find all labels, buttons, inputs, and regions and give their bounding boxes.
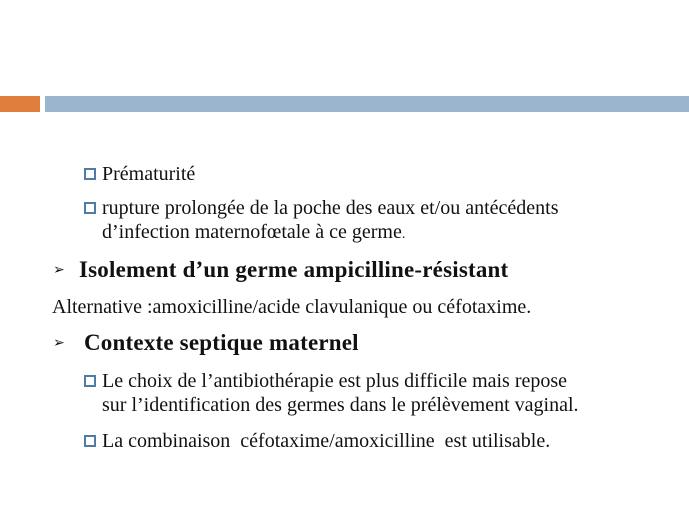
- bullet-text-line: Le choix de l’antibiothérapie est plus difficile mais repose: [102, 370, 568, 392]
- arrowhead-bullet-icon: ➢: [53, 336, 65, 351]
- square-bullet-icon: [84, 375, 96, 387]
- sub-bullet-item: [84, 369, 674, 417]
- bullet-text-line: sur l’identification des germes dans le prélèvement vaginal.: [102, 394, 579, 416]
- heading-bullet-item: [53, 329, 673, 357]
- heading-text: Isolement d’un germe ampicilline-résistant: [79, 257, 509, 282]
- sub-bullet-item: [84, 196, 664, 247]
- heading-text: Contexte septique maternel: [84, 330, 359, 355]
- plain-text-line: Alternative :amoxicilline/acide clavulanique ou céfotaxime.: [52, 296, 532, 318]
- sub-bullet-item: [84, 162, 664, 186]
- square-bullet-icon: [84, 168, 96, 180]
- bullet-text-period: .: [401, 227, 406, 242]
- bullet-text-line: [102, 220, 664, 247]
- heading-bullet-item: [53, 256, 673, 284]
- square-bullet-icon: [84, 202, 96, 214]
- bullet-text-line: rupture prolongée de la poche des eaux et/ou antécédents: [102, 197, 559, 219]
- bullet-text-fragment: d’infection maternofœtale à ce germe: [102, 221, 402, 243]
- sub-bullet-item: [84, 429, 664, 453]
- bullet-text: Prématurité: [102, 163, 196, 185]
- bullet-text: La combinaison céfotaxime/amoxicilline est utilisable.: [102, 430, 551, 452]
- square-bullet-icon: [84, 435, 96, 447]
- arrowhead-bullet-icon: ➢: [53, 263, 65, 278]
